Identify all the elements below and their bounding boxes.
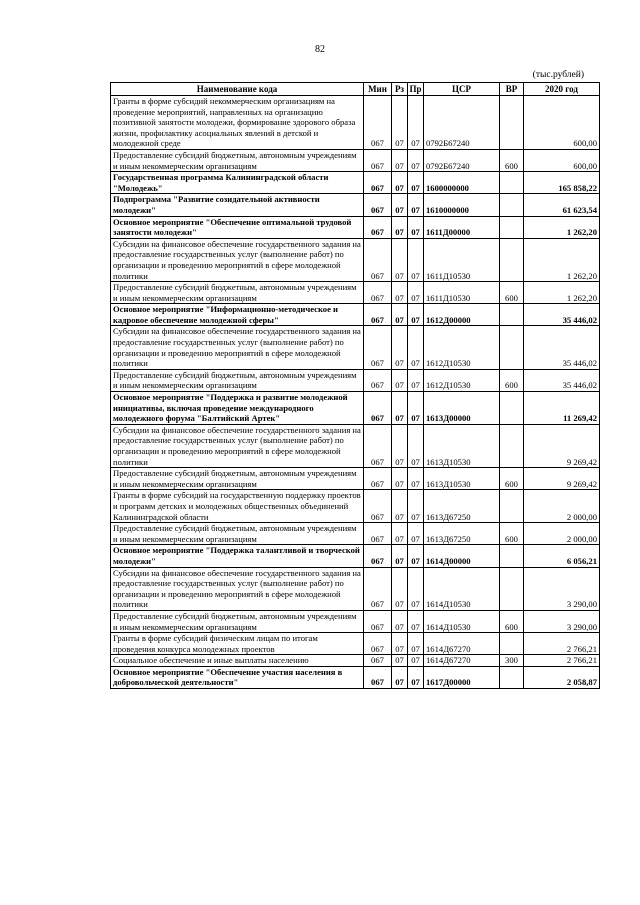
row-sum: 35 446,02 bbox=[524, 326, 600, 369]
row-min: 067 bbox=[364, 194, 392, 216]
row-vr bbox=[500, 567, 524, 610]
header-vr: ВР bbox=[500, 83, 524, 96]
row-sum: 35 446,02 bbox=[524, 304, 600, 326]
row-pr: 07 bbox=[408, 149, 424, 171]
row-vr: 600 bbox=[500, 282, 524, 304]
row-min: 067 bbox=[364, 326, 392, 369]
row-rz: 07 bbox=[392, 545, 408, 567]
row-name: Основное мероприятие "Поддержка и развитие молодежной инициативы, включая проведение международного молодежного форума "Балтийский Артек" bbox=[111, 392, 364, 425]
row-sum: 2 000,00 bbox=[524, 490, 600, 523]
row-name: Субсидии на финансовое обеспечение государственного задания на предоставление государственных услуг (выполнение работ) по организации и проведению мероприятий в сфере молодежной политики bbox=[111, 326, 364, 369]
row-vr bbox=[500, 326, 524, 369]
row-vr bbox=[500, 424, 524, 467]
row-min: 067 bbox=[364, 172, 392, 194]
row-sum: 2 058,87 bbox=[524, 666, 600, 688]
row-csr: 1613Д00000 bbox=[424, 392, 500, 425]
row-vr: 300 bbox=[500, 655, 524, 667]
row-pr: 07 bbox=[408, 490, 424, 523]
row-name: Субсидии на финансовое обеспечение государственного задания на предоставление государственных услуг (выполнение работ) по организации и проведению мероприятий в сфере молодежной политики bbox=[111, 238, 364, 281]
row-rz: 07 bbox=[392, 369, 408, 391]
row-min: 067 bbox=[364, 149, 392, 171]
row-sum: 1 262,20 bbox=[524, 282, 600, 304]
row-rz: 07 bbox=[392, 523, 408, 545]
row-min: 067 bbox=[364, 545, 392, 567]
row-pr: 07 bbox=[408, 567, 424, 610]
row-sum: 3 290,00 bbox=[524, 567, 600, 610]
header-row bbox=[111, 83, 600, 96]
table-row bbox=[111, 610, 600, 632]
row-csr: 0792Б67240 bbox=[424, 96, 500, 150]
row-min: 067 bbox=[364, 392, 392, 425]
row-csr: 1611Д10530 bbox=[424, 238, 500, 281]
row-csr: 1614Д67270 bbox=[424, 633, 500, 655]
row-name: Подпрограмма "Развитие созидательной активности молодежи" bbox=[111, 194, 364, 216]
row-rz: 07 bbox=[392, 238, 408, 281]
row-sum: 9 269,42 bbox=[524, 424, 600, 467]
table-row bbox=[111, 282, 600, 304]
row-name: Основное мероприятие "Обеспечение участия населения в добровольческой деятельности" bbox=[111, 666, 364, 688]
row-min: 067 bbox=[364, 369, 392, 391]
row-name: Гранты в форме субсидий некоммерческим организациям на проведение мероприятий, направленных на организацию позитивной занятости молодежи, формирование здорового образа жизни, профилактику асоциальных явлений в детской и молодежной среде bbox=[111, 96, 364, 150]
row-csr: 1613Д10530 bbox=[424, 468, 500, 490]
row-min: 067 bbox=[364, 523, 392, 545]
row-vr bbox=[500, 172, 524, 194]
row-min: 067 bbox=[364, 238, 392, 281]
row-pr: 07 bbox=[408, 610, 424, 632]
row-vr bbox=[500, 194, 524, 216]
row-min: 067 bbox=[364, 666, 392, 688]
row-min: 067 bbox=[364, 610, 392, 632]
row-pr: 07 bbox=[408, 666, 424, 688]
row-vr: 600 bbox=[500, 369, 524, 391]
table-row bbox=[111, 523, 600, 545]
row-pr: 07 bbox=[408, 369, 424, 391]
row-pr: 07 bbox=[408, 468, 424, 490]
row-csr: 1614Д10530 bbox=[424, 610, 500, 632]
row-min: 067 bbox=[364, 567, 392, 610]
row-vr: 600 bbox=[500, 610, 524, 632]
row-csr: 1613Д67250 bbox=[424, 490, 500, 523]
row-name: Основное мероприятие "Информационно-методическое и кадровое обеспечение молодежной сферы" bbox=[111, 304, 364, 326]
row-sum: 6 056,21 bbox=[524, 545, 600, 567]
row-rz: 07 bbox=[392, 304, 408, 326]
row-vr bbox=[500, 666, 524, 688]
table-row bbox=[111, 369, 600, 391]
row-min: 067 bbox=[364, 216, 392, 238]
row-pr: 07 bbox=[408, 238, 424, 281]
row-name: Предоставление субсидий бюджетным, автономным учреждениям и иным некоммерческим организациям bbox=[111, 523, 364, 545]
row-vr bbox=[500, 392, 524, 425]
table-body bbox=[111, 96, 600, 689]
row-csr: 1617Д00000 bbox=[424, 666, 500, 688]
header-csr: ЦСР bbox=[424, 83, 500, 96]
table-row bbox=[111, 666, 600, 688]
row-name: Социальное обеспечение и иные выплаты населению bbox=[111, 655, 364, 667]
header-pr: Пр bbox=[409, 84, 422, 95]
row-pr: 07 bbox=[408, 194, 424, 216]
row-pr: 07 bbox=[408, 523, 424, 545]
row-csr: 1614Д00000 bbox=[424, 545, 500, 567]
row-pr: 07 bbox=[408, 172, 424, 194]
row-csr: 1613Д10530 bbox=[424, 424, 500, 467]
row-name: Предоставление субсидий бюджетным, автономным учреждениям и иным некоммерческим организациям bbox=[111, 610, 364, 632]
row-sum: 3 290,00 bbox=[524, 610, 600, 632]
row-csr: 1611Д10530 bbox=[424, 282, 500, 304]
row-sum: 1 262,20 bbox=[524, 216, 600, 238]
table-row bbox=[111, 216, 600, 238]
row-min: 067 bbox=[364, 490, 392, 523]
row-name: Субсидии на финансовое обеспечение государственного задания на предоставление государственных услуг (выполнение работ) по организации и проведению мероприятий в сфере молодежной политики bbox=[111, 424, 364, 467]
row-pr: 07 bbox=[408, 96, 424, 150]
row-csr: 1613Д67250 bbox=[424, 523, 500, 545]
table-row bbox=[111, 567, 600, 610]
row-sum: 2 766,21 bbox=[524, 633, 600, 655]
row-vr bbox=[500, 545, 524, 567]
row-name: Основное мероприятие "Поддержка талантливой и творческой молодежи" bbox=[111, 545, 364, 567]
row-name: Предоставление субсидий бюджетным, автономным учреждениям и иным некоммерческим организациям bbox=[111, 369, 364, 391]
row-min: 067 bbox=[364, 655, 392, 667]
row-vr bbox=[500, 96, 524, 150]
row-vr bbox=[500, 304, 524, 326]
row-rz: 07 bbox=[392, 666, 408, 688]
row-rz: 07 bbox=[392, 567, 408, 610]
row-sum: 600,00 bbox=[524, 96, 600, 150]
row-min: 067 bbox=[364, 96, 392, 150]
header-rz: Рз bbox=[392, 83, 408, 96]
table-row bbox=[111, 545, 600, 567]
row-sum: 35 446,02 bbox=[524, 369, 600, 391]
row-rz: 07 bbox=[392, 326, 408, 369]
row-rz: 07 bbox=[392, 172, 408, 194]
row-vr bbox=[500, 633, 524, 655]
units-label: (тыс.рублей) bbox=[532, 70, 584, 80]
row-name: Основное мероприятие "Обеспечение оптимальной трудовой занятости молодежи" bbox=[111, 216, 364, 238]
row-pr: 07 bbox=[408, 655, 424, 667]
row-rz: 07 bbox=[392, 490, 408, 523]
header-min: Мин bbox=[364, 83, 392, 96]
row-sum: 9 269,42 bbox=[524, 468, 600, 490]
header-year: 2020 год bbox=[524, 83, 600, 96]
row-name: Гранты в форме субсидий физическим лицам по итогам проведения конкурса молодежных проектов bbox=[111, 633, 364, 655]
table-row bbox=[111, 655, 600, 667]
row-name: Гранты в форме субсидий на государственную поддержку проектов и программ детских и молодежных общественных объединений Калининградской области bbox=[111, 490, 364, 523]
row-sum: 165 858,22 bbox=[524, 172, 600, 194]
row-csr: 0792Б67240 bbox=[424, 149, 500, 171]
row-min: 067 bbox=[364, 633, 392, 655]
row-sum: 1 262,20 bbox=[524, 238, 600, 281]
row-csr: 1612Д10530 bbox=[424, 326, 500, 369]
table-row bbox=[111, 172, 600, 194]
row-vr: 600 bbox=[500, 149, 524, 171]
row-name: Государственная программа Калининградской области "Молодежь" bbox=[111, 172, 364, 194]
row-pr: 07 bbox=[408, 282, 424, 304]
row-sum: 600,00 bbox=[524, 149, 600, 171]
row-vr bbox=[500, 216, 524, 238]
row-pr: 07 bbox=[408, 633, 424, 655]
budget-table bbox=[110, 82, 600, 689]
row-rz: 07 bbox=[392, 468, 408, 490]
table-row bbox=[111, 238, 600, 281]
row-vr bbox=[500, 490, 524, 523]
row-vr bbox=[500, 238, 524, 281]
row-csr: 1611Д00000 bbox=[424, 216, 500, 238]
row-csr: 1612Д00000 bbox=[424, 304, 500, 326]
table-header bbox=[111, 83, 600, 96]
row-min: 067 bbox=[364, 424, 392, 467]
table-row bbox=[111, 304, 600, 326]
row-name: Субсидии на финансовое обеспечение государственного задания на предоставление государственных услуг (выполнение работ) по организации и проведению мероприятий в сфере молодежной политики bbox=[111, 567, 364, 610]
table-row bbox=[111, 490, 600, 523]
row-name: Предоставление субсидий бюджетным, автономным учреждениям и иным некоммерческим организациям bbox=[111, 149, 364, 171]
table-row bbox=[111, 424, 600, 467]
row-rz: 07 bbox=[392, 96, 408, 150]
page-number: 82 bbox=[315, 44, 325, 55]
row-csr: 1610000000 bbox=[424, 194, 500, 216]
row-pr: 07 bbox=[408, 216, 424, 238]
row-csr: 1612Д10530 bbox=[424, 369, 500, 391]
row-csr: 1614Д10530 bbox=[424, 567, 500, 610]
row-rz: 07 bbox=[392, 655, 408, 667]
table-row bbox=[111, 96, 600, 150]
row-rz: 07 bbox=[392, 194, 408, 216]
row-rz: 07 bbox=[392, 216, 408, 238]
row-rz: 07 bbox=[392, 149, 408, 171]
row-sum: 2 000,00 bbox=[524, 523, 600, 545]
row-min: 067 bbox=[364, 282, 392, 304]
table-row bbox=[111, 149, 600, 171]
row-sum: 61 623,54 bbox=[524, 194, 600, 216]
table-row bbox=[111, 633, 600, 655]
row-csr: 1600000000 bbox=[424, 172, 500, 194]
table-row bbox=[111, 326, 600, 369]
table-row bbox=[111, 392, 600, 425]
row-sum: 2 766,21 bbox=[524, 655, 600, 667]
table-row bbox=[111, 468, 600, 490]
row-pr: 07 bbox=[408, 304, 424, 326]
row-rz: 07 bbox=[392, 392, 408, 425]
table-row bbox=[111, 194, 600, 216]
row-pr: 07 bbox=[408, 326, 424, 369]
row-csr: 1614Д67270 bbox=[424, 655, 500, 667]
row-pr: 07 bbox=[408, 545, 424, 567]
header-name: Наименование кода bbox=[111, 83, 364, 96]
row-rz: 07 bbox=[392, 610, 408, 632]
row-sum: 11 269,42 bbox=[524, 392, 600, 425]
row-rz: 07 bbox=[392, 424, 408, 467]
row-rz: 07 bbox=[392, 633, 408, 655]
row-pr: 07 bbox=[408, 424, 424, 467]
row-vr: 600 bbox=[500, 523, 524, 545]
row-pr: 07 bbox=[408, 392, 424, 425]
row-min: 067 bbox=[364, 468, 392, 490]
row-rz: 07 bbox=[392, 282, 408, 304]
row-name: Предоставление субсидий бюджетным, автономным учреждениям и иным некоммерческим организациям bbox=[111, 282, 364, 304]
row-name: Предоставление субсидий бюджетным, автономным учреждениям и иным некоммерческим организациям bbox=[111, 468, 364, 490]
row-min: 067 bbox=[364, 304, 392, 326]
row-vr: 600 bbox=[500, 468, 524, 490]
